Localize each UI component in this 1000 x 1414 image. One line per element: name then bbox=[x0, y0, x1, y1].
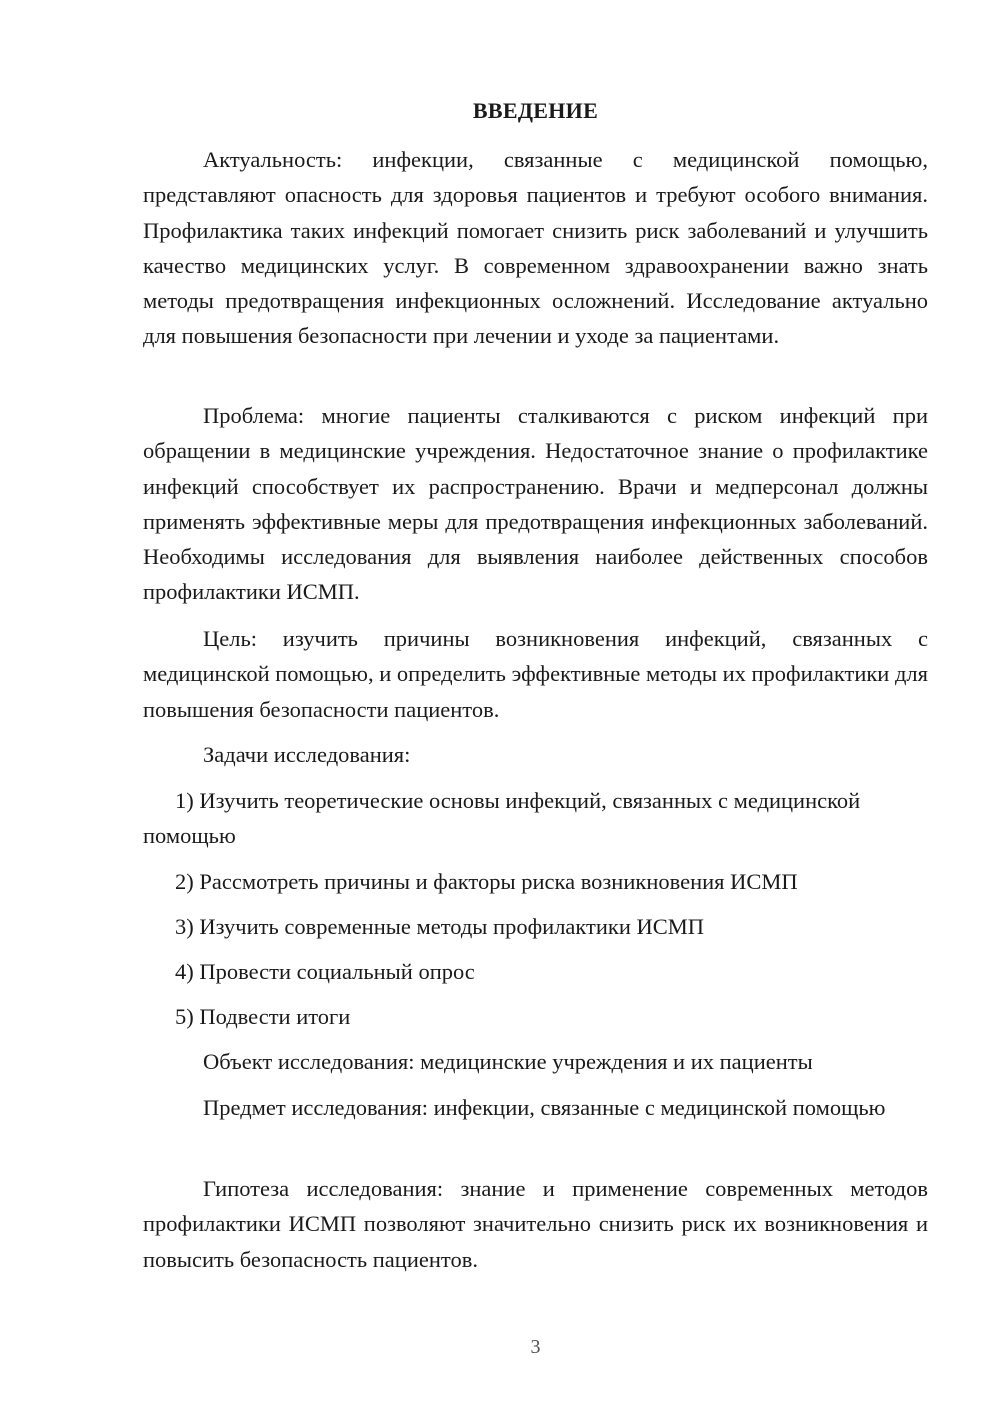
hypothesis-paragraph: Гипотеза исследования: знание и применение современных методов профилактики ИСМП позволяют значительно снизить риск их возникновения и повысить безопасность пациентов. bbox=[143, 1176, 928, 1272]
relevance-paragraph: Актуальность: инфекции, связанные с медицинской помощью, представляют опасность для здоровья пациентов и требуют особого внимания. Профилактика таких инфекций помогает снизить риск заболеваний и улучшить качество медицинских услуг. В современном здравоохранении важно знать методы предотвращения инфекционных осложнений. Исследование актуально для повышения безопасности при лечении и уходе за пациентами. bbox=[143, 147, 928, 349]
task-item-2: 2) Рассмотреть причины и факторы риска возникновения ИСМП bbox=[175, 869, 798, 894]
document-page bbox=[143, 0, 928, 1414]
task-item-4: 4) Провести социальный опрос bbox=[175, 959, 475, 984]
task-item-3: 3) Изучить современные методы профилактики ИСМП bbox=[175, 914, 705, 939]
section-title: ВВЕДЕНИЕ bbox=[472, 98, 599, 123]
goal-paragraph: Цель: изучить причины возникновения инфекций, связанных с медицинской помощью, и определить эффективные методы их профилактики для повышения безопасности пациентов. bbox=[143, 626, 928, 722]
subject-paragraph: Предмет исследования: инфекции, связанные с медицинской помощью bbox=[203, 1095, 886, 1120]
object-paragraph: Объект исследования: медицинские учреждения и их пациенты bbox=[203, 1049, 813, 1074]
tasks-heading: Задачи исследования: bbox=[203, 742, 411, 767]
task-item-5: 5) Подвести итоги bbox=[175, 1004, 351, 1029]
task-item-1: 1) Изучить теоретические основы инфекций, связанных с медицинской помощью bbox=[143, 788, 861, 849]
problem-paragraph: Проблема: многие пациенты сталкиваются с риском инфекций при обращении в медицинские учреждения. Недостаточное знание о профилактике инфекций способствует их распространению. Врачи и медперсонал должны применять эффективные меры для предотвращения инфекционных заболеваний. Необходимы исследования для выявления наиболее действенных способов профилактики ИСМП. bbox=[143, 403, 928, 605]
page-number: 3 bbox=[530, 1336, 541, 1358]
